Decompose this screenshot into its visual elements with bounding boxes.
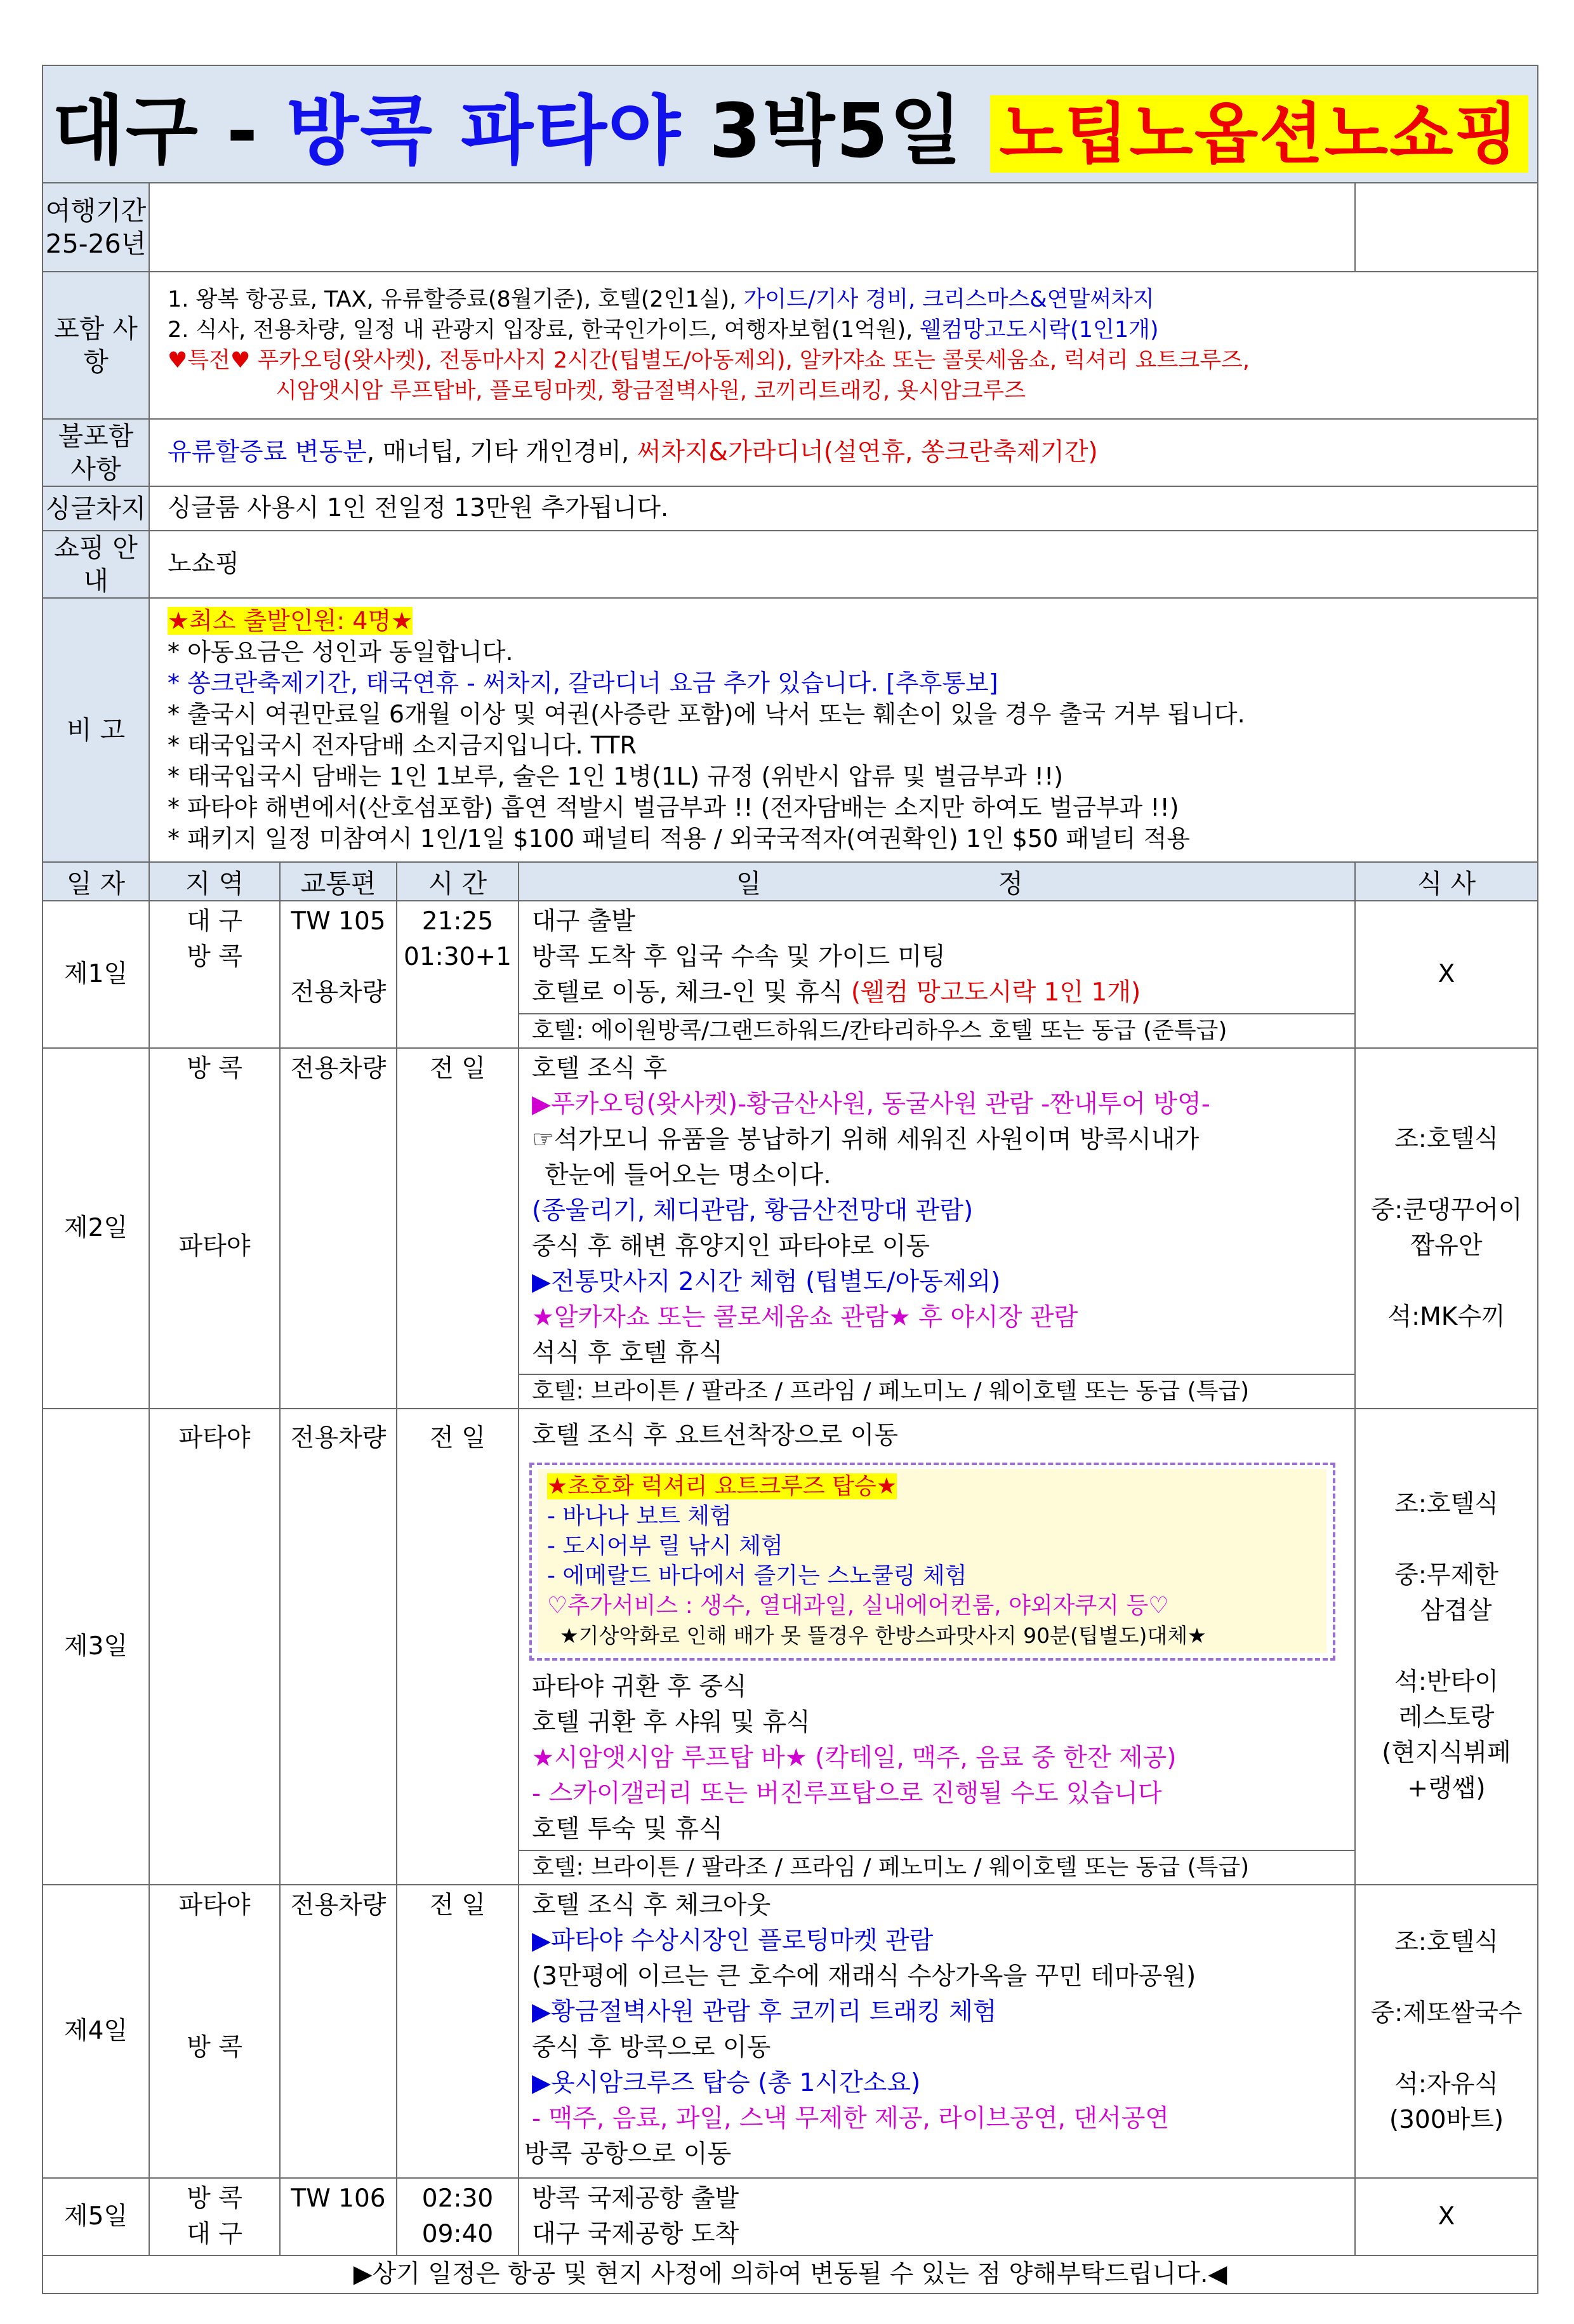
day2-hotel: 호텔: 브라이튼 / 팔라조 / 프라임 / 페노미노 / 웨이호텔 또는 동급 (특급) (519, 1374, 1354, 1408)
period-label: 여행기간 25-26년 (43, 183, 149, 272)
day3-row: 제3일 파타야 전용차량 전 일 호텔 조식 후 요트선착장으로 이동 ★초호화 럭셔리 요트크루즈 탑승★ - 바나나 보트 체험 - 도시어부 릴 낚시 체험 - 에메랄드 바다에서 즐기는 스노쿨링 체험 ♡추가서비스 : 생수, 열대과일, 실내에어컨룸, 야외자쿠지 등♡ ★기상악화로 인해 배가 못 뜰경우 한방스파맛사지 90분(팁별도)대체★ 파타야 귀환 후 중식 호텔 귀환 후 샤워 및 휴식 ★시암앳시암 루프탑 바★ (칵테일, 맥주, 음료 중 한잔 제공) - 스카이갤러리 또는 버진루프탑으로 진행될 수도 있습니다 호텔 투숙 및 휴식 호텔: 브라이튼 / 팔라조 / 프라임 / 페노미노 / 웨이호텔 또는 동급 (특급) 조:호텔식 중:무제한 삼겹살 석:반타이 레스토랑 (현지식뷔페 +랭쌥) (43, 1409, 1538, 1885)
remarks-content: ★최소 출발인원: 4명★ * 아동요금은 성인과 동일합니다. * 쏭크란축제기간, 태국연휴 - 써차지, 갈라디너 요금 추가 있습니다. [추후통보] * 출국시 여권만료일 6개월 이상 및 여권(사증란 포함)에 낙서 또는 훼손이 있을 경우 출국 거부 됩니다. * 태국입국시 전자담배 소지금지입니다. TTR * 태국입국시 담배는 1인 1보루, 술은 1인 1병(1L) 규정 (위반시 압류 및 벌금부과 !!) * 파타야 해변에서(산호섬포함) 흡연 적발시 벌금부과 !! (전자담배는 소지만 하여도 벌금부과 !!) * 패키지 일정 미참여시 1인/1일 $100 패널티 적용 / 외국국적자(여권확인) 1인 $50 패널티 적용 (149, 598, 1538, 862)
footer-note: ▶상기 일정은 항공 및 현지 사정에 의하여 변동될 수 있는 점 양해부탁드립니다.◀ (43, 2255, 1538, 2294)
remarks-label: 비 고 (43, 598, 149, 862)
day4-row: 제4일 파타야 방 콕 전용차량 전 일 호텔 조식 후 체크아웃 ▶파타야 수상시장인 플로팅마켓 관람 (3만평에 이르는 큰 호수에 재래식 수상가옥을 꾸민 테마공원) ▶황금절벽사원 관람 후 코끼리 트래킹 체험 중식 후 방콕으로 이동 ▶욧시암크루즈 탑승 (총 1시간소요) - 맥주, 음료, 과일, 스낵 무제한 제공, 라이브공연, 댄서공연 방콕 공항으로 이동 조:호텔식 중:제또쌀국수 석:자유식 (300바트) (43, 1885, 1538, 2178)
title-badge: 노팁노옵션노쇼핑 (990, 95, 1528, 173)
period-value-2 (1355, 183, 1538, 272)
yacht-cruise-box: ★초호화 럭셔리 요트크루즈 탑승★ - 바나나 보트 체험 - 도시어부 릴 낚시 체험 - 에메랄드 바다에서 즐기는 스노쿨링 체험 ♡추가서비스 : 생수, 열대과일, 실내에어컨룸, 야외자쿠지 등♡ ★기상악화로 인해 배가 못 뜰경우 한방스파맛사지 90분(팁별도)대체★ (529, 1463, 1335, 1661)
single-charge-text: 싱글룸 사용시 1인 전일정 13만원 추가됩니다. (149, 486, 1538, 531)
schedule-header: 일 자 지 역 교통편 시 간 일 정 식 사 (43, 862, 1538, 901)
day3-hotel: 호텔: 브라이튼 / 팔라조 / 프라임 / 페노미노 / 웨이호텔 또는 동급 (특급) (519, 1850, 1354, 1884)
day5-label: 제5일 (43, 2178, 149, 2255)
day2-label: 제2일 (43, 1048, 149, 1409)
itinerary-document (42, 65, 1537, 2294)
include-content: 1. 왕복 항공료, TAX, 유류할증료(8월기준), 호텔(2인1실), 가이드/기사 경비, 크리스마스&연말써차지 2. 식사, 전용차량, 일정 내 관광지 입장료, 한국인가이드, 여행자보험(1억원), 웰컴망고도시락(1인1개) ♥특전♥ 푸카오텅(왓사켓), 전통마사지 2시간(팁별도/아동제외), 알카쟈쇼 또는 콜롯세움쇼, 럭셔리 요트크루즈, 시암앳시암 루프탑바, 플로팅마켓, 황금절벽사원, 코끼리트래킹, 욧시암크루즈 (149, 272, 1538, 419)
shopping-label: 쇼핑 안내 (43, 531, 149, 598)
day2-row: 제2일 방 콕 파타야 전용차량 전 일 호텔 조식 후 ▶푸카오텅(왓사켓)-황금산사원, 동굴사원 관람 -짠내투어 방영- ☞석가모니 유품을 봉납하기 위해 세워진 사원이며 방콕시내가 한눈에 들어오는 명소이다. (종울리기, 체디관람, 황금산전망대 관람) 중식 후 해변 휴양지인 파타야로 이동 ▶전통맛사지 2시간 체험 (팁별도/아동제외) ★알카자쇼 또는 콜로세움쇼 관람★ 후 야시장 관람 석식 후 호텔 휴식 호텔: 브라이튼 / 팔라조 / 프라임 / 페노미노 / 웨이호텔 또는 동급 (특급) 조:호텔식 중:쿤댕꾸어이 짭유안 석:MK수끼 (43, 1048, 1538, 1409)
title-banner (43, 65, 1538, 183)
day1-hotel: 호텔: 에이원방콕/그랜드하워드/칸타리하우스 호텔 또는 동급 (준특급) (519, 1013, 1354, 1047)
exclude-content: 유류할증료 변동분, 매너팁, 기타 개인경비, 써차지&가라디너(설연휴, 쏭크란축제기간) (149, 419, 1538, 486)
include-label: 포함 사항 (43, 272, 149, 419)
day5-row: 제5일 방 콕 대 구 TW 106 02:30 09:40 방콕 국제공항 출발 대구 국제공항 도착 X (43, 2178, 1538, 2255)
page-title: 대구 - 방콕 파타야 3박5일 노팁노옵션노쇼핑 (52, 87, 1528, 175)
shopping-text: 노쇼핑 (149, 531, 1538, 598)
day1-label: 제1일 (43, 901, 149, 1048)
period-value-1 (149, 183, 1355, 272)
exclude-label: 불포함 사항 (43, 419, 149, 486)
day4-label: 제4일 (43, 1885, 149, 2178)
single-charge-label: 싱글차지 (43, 486, 149, 531)
day3-label: 제3일 (43, 1409, 149, 1885)
day1-row: 제1일 대 구 방 콕 TW 105 전용차량 21:25 01:30+1 대구 출발 방콕 도착 후 입국 수속 및 가이드 미팅 호텔로 이동, 체크-인 및 휴식 (웰컴 망고도시락 1인 1개) 호텔: 에이원방콕/그랜드하워드/칸타리하우스 호텔 또는 동급 (준특급) X (43, 901, 1538, 1048)
